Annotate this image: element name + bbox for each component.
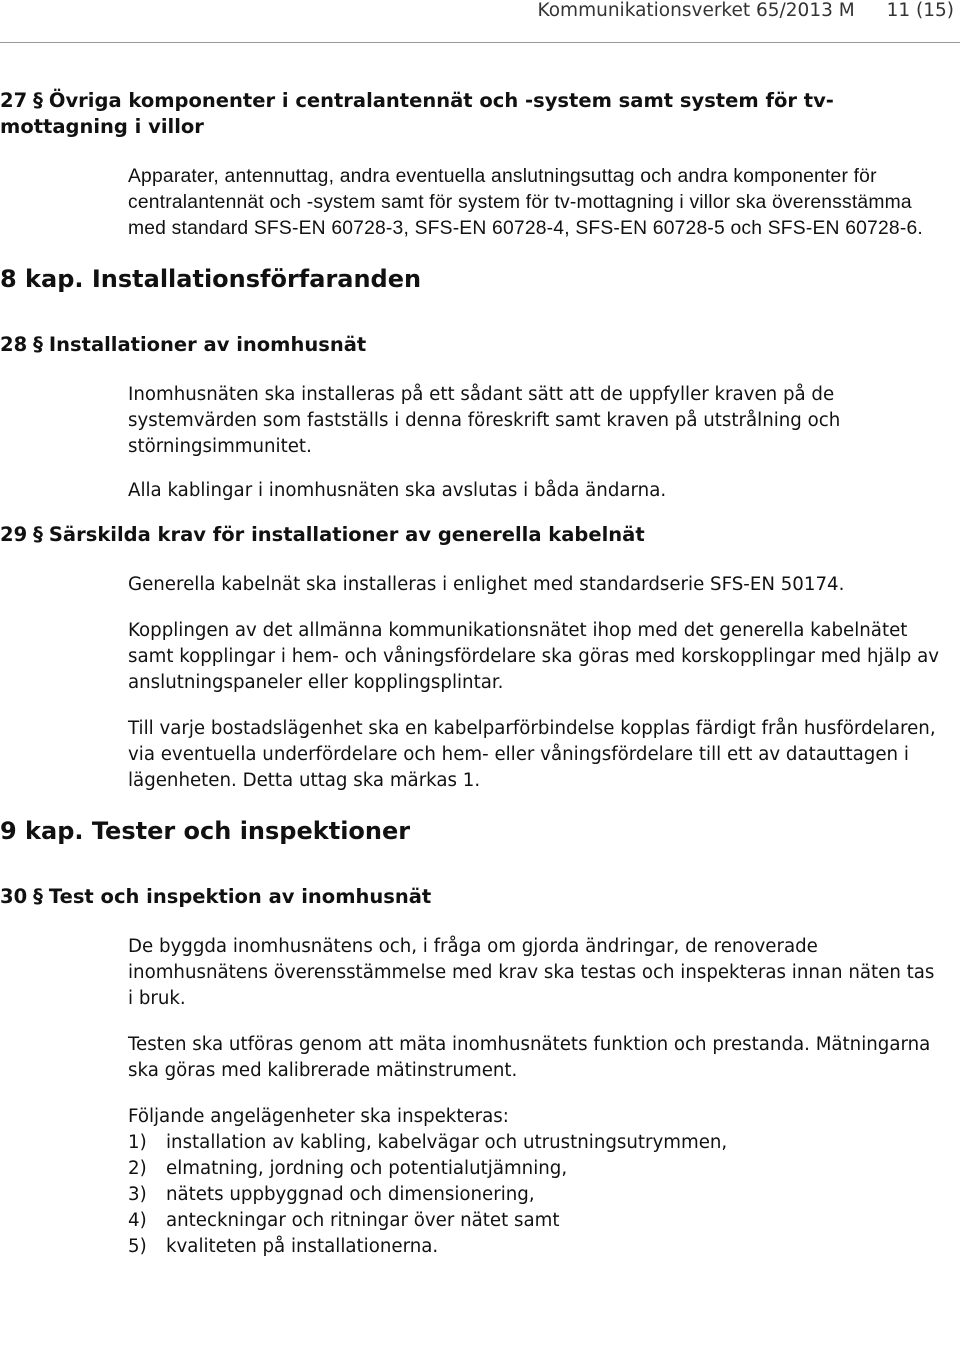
section-sign: § [33, 333, 43, 356]
section-sign: § [33, 885, 43, 908]
section-28-title: Installationer av inomhusnät [48, 333, 367, 356]
section-29-heading: 29 § Särskilda krav för installationer av generella kabelnät [0, 523, 645, 546]
section-29-title: Särskilda krav för installationer av generella kabelnät [48, 523, 645, 546]
section-28-paragraph-1: Inomhusnäten ska installeras på ett sådant sätt att de uppfyller kraven på de systemvärden som fastställs i denna föreskrift samt kraven på utstrålning och störningsimmunitet. [128, 384, 841, 457]
list-item: 1) installation av kabling, kabelvägar och utrustningsutrymmen, [128, 1132, 728, 1153]
list-item: 4) anteckningar och ritningar över nätet samt [128, 1210, 560, 1231]
section-27-paragraph: Apparater, antennuttag, andra eventuella anslutningsuttag och andra komponenter för centralantennät och -system samt för system för tv-mottagning i villor ska överensstämma med standard SFS-EN 60728-3, SFS-EN 60728-4, SFS-EN 60728-5 och SFS-EN 60728-6. [128, 166, 923, 239]
inspection-list [128, 1130, 960, 1260]
section-sign: § [33, 89, 43, 112]
section-27-title: Övriga komponenter i centralantennät och -system samt system för tv-mottagning i villor [0, 89, 834, 138]
chapter-9-heading: 9 kap. Tester och inspektioner [0, 817, 411, 845]
section-29-paragraph-2: Kopplingen av det allmänna kommunikationsnätet ihop med det generella kabelnätet samt kopplingar i hem- och våningsfördelare ska göras med korskopplingar med hjälp av anslutningspaneler eller kopplingsplintar. [128, 620, 939, 693]
section-29-paragraph-3: Till varje bostadslägenhet ska en kabelparförbindelse kopplas färdigt från husfördelaren, via eventuella underfördelare och hem- eller våningsfördelare till ett av datauttagen i lägenheten. Detta uttag ska märkas 1. [128, 718, 936, 791]
list-item: 5) kvaliteten på installationerna. [128, 1236, 439, 1257]
page-number: 11 (15) [886, 0, 954, 21]
page-header [512, 0, 954, 26]
section-29-paragraph-1: Generella kabelnät ska installeras i enlighet med standardserie SFS-EN 50174. [128, 574, 845, 595]
section-30-paragraph-2: Testen ska utföras genom att mäta inomhusnätets funktion och prestanda. Mätningarna ska göras med kalibrerade mätinstrument. [128, 1034, 931, 1081]
section-30-title: Test och inspektion av inomhusnät [48, 885, 432, 908]
header-divider [0, 42, 960, 43]
section-28-paragraph-2: Alla kablingar i inomhusnäten ska avslutas i båda ändarna. [128, 480, 667, 501]
document-body [0, 88, 960, 1260]
section-sign: § [33, 523, 43, 546]
section-30-paragraph-1: De byggda inomhusnätens och, i fråga om gjorda ändringar, de renoverade inomhusnätens överensstämmelse med krav ska testas och inspekteras innan näten tas i bruk. [128, 936, 935, 1009]
publication-id: Kommunikationsverket 65/2013 M [537, 0, 855, 21]
chapter-8-heading: 8 kap. Installationsförfaranden [0, 265, 422, 293]
list-item: 3) nätets uppbyggnad och dimensionering, [128, 1184, 535, 1205]
list-item: 2) elmatning, jordning och potentialutjämning, [128, 1158, 568, 1179]
section-28-heading: 28 § Installationer av inomhusnät [0, 333, 367, 356]
section-30-heading: 30 § Test och inspektion av inomhusnät [0, 885, 432, 908]
section-27-heading: 27 § Övriga komponenter i centralantennät och -system samt system för tv-mottagning i villor [0, 89, 834, 138]
inspection-list-intro: Följande angelägenheter ska inspekteras: [128, 1106, 509, 1127]
